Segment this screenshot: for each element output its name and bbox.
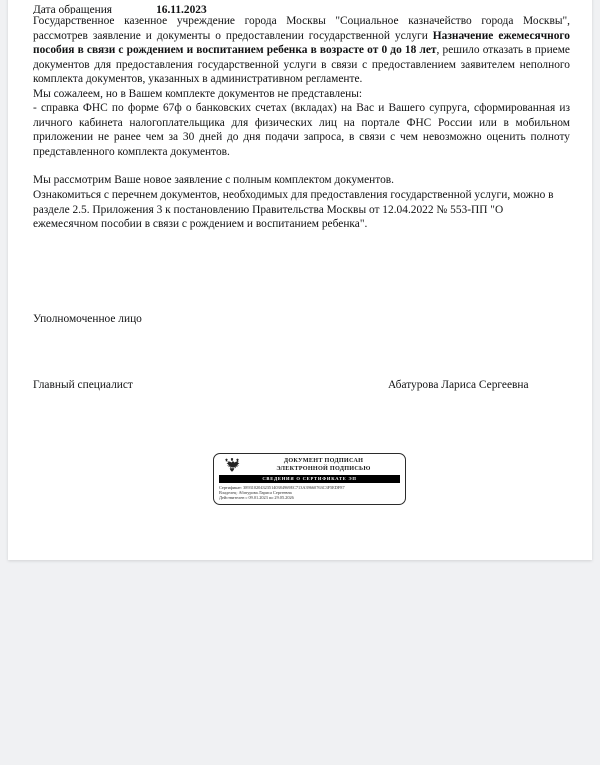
stamp-certificate-details (214, 483, 405, 500)
service-name-bold: Назначение ежемесячного пособия в связи с рождением и воспитанием ребенка в возрасте от 0 до 18 лет (33, 29, 570, 57)
stamp-certificate-bar (219, 475, 400, 483)
review-note: Мы рассмотрим Ваше новое заявление с полным комплектом документов. (33, 174, 394, 187)
stamp-header (214, 454, 405, 474)
russian-coat-of-arms-icon (220, 457, 244, 474)
stamp-heading-line2: ЭЛЕКТРОННОЙ ПОДПИСЬЮ (276, 465, 371, 472)
missing-document-item: - справка ФНС по форме 67ф о банковских счетах (вкладах) на Вас и Вашего супруга, сформированная из личного кабинета налогоплательщика для физических лиц на портале ФНС России или в мобильном приложении не ранее чем за 30 дней до дня подачи запроса, в связи с чем невозможно оценить полноту представленного комплекта документов. (33, 102, 570, 158)
regret-line: Мы сожалеем, но в Вашем комплекте документов не представлены: (33, 87, 363, 100)
signer-name: Абатурова Лариса Сергеевна (388, 379, 529, 392)
decision-text-part1: Государственное казенное учреждение города Москвы "Социальное казначейство города Москвы", рассмотрев заявление и документы о предоставлении государственной услуги (33, 15, 570, 42)
stamp-certificate-serial: Сертификат: 3893102043235140384969EC713A39660763C3F5EDF87 (219, 485, 345, 490)
application-date-value: 16.11.2023 (156, 4, 207, 14)
decision-text-part2: , решило отказать в приеме документов для предоставления государственной услуги в связи с предоставлением заявителем неполного комплекта документов, указанных в административном регламенте. (33, 44, 570, 86)
electronic-signature-stamp (213, 453, 406, 505)
document-body (33, 0, 570, 394)
application-date-line (33, 0, 570, 14)
stamp-certificate-validity: Действителен с 09.01.2023 по 29.05.2026 (219, 495, 294, 500)
stamp-certificate-owner: Владелец: Абатурова Лариса Сергеевна (219, 490, 292, 495)
stamp-heading-line1: ДОКУМЕНТ ПОДПИСАН (283, 457, 364, 465)
authorized-person-label: Уполномоченное лицо (33, 312, 142, 325)
signer-position: Главный специалист (33, 379, 133, 392)
document-page (8, 0, 592, 560)
stamp-bar-label: СВЕДЕНИЯ О СЕРТИФИКАТЕ ЭП (262, 476, 357, 481)
reference-note: Ознакомиться с перечнем документов, необходимых для предоставления государственной услуги, можно в разделе 2.5. Приложения 3 к постановлению Правительства Москвы от 12.04.2022 № 553-ПП "О ежемесячном пособии в связи с рождением и воспитанием ребенка". (33, 189, 554, 231)
paragraph-spacer (33, 159, 570, 173)
decision-paragraph (33, 14, 570, 87)
stamp-heading (248, 457, 399, 472)
signature-row (33, 378, 570, 394)
application-date-label: Дата обращения (33, 4, 113, 14)
